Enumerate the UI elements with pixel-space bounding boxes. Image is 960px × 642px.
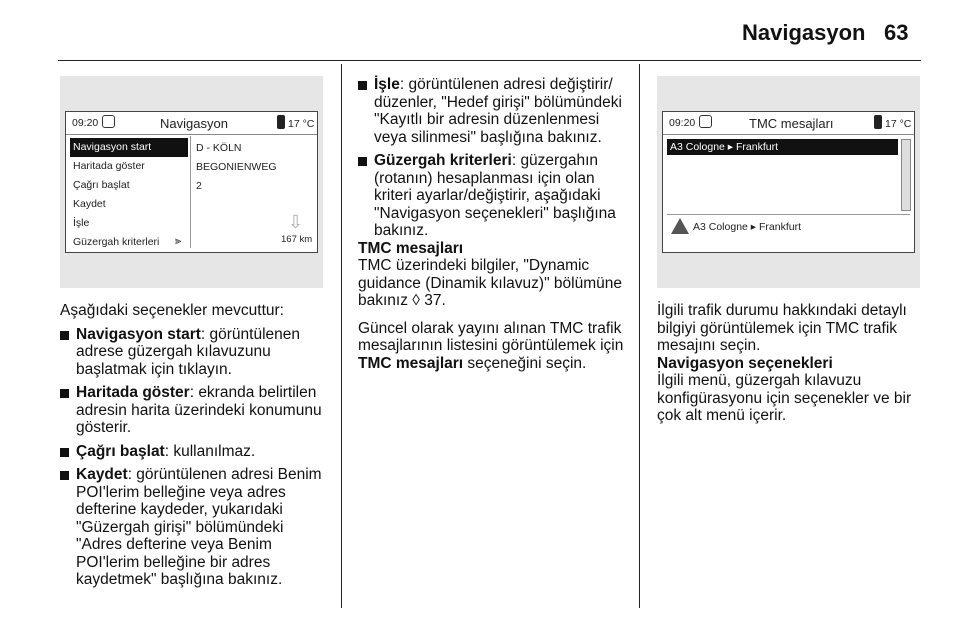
clock-time: 09:20 [72, 117, 99, 129]
destination-city: D - KÖLN [196, 142, 242, 154]
tmc-message-detail: A3 Cologne ▸ Frankfurt [693, 221, 801, 233]
navigation-screen [65, 111, 318, 253]
header-rule [58, 60, 921, 61]
option-term: Kaydet [76, 466, 128, 483]
tmc-list-text [358, 320, 628, 373]
tmc-divider [667, 214, 910, 215]
option-term: Çağrı başlat [76, 442, 165, 460]
option-item [60, 466, 330, 589]
option-item [60, 326, 330, 379]
navigation-screen-panel [60, 76, 323, 288]
temperature: 17 °C [288, 118, 315, 130]
tmc-list-text-post: seçeneğini seçin. [463, 354, 587, 372]
temperature: 17 °C [885, 118, 912, 130]
page-number: 63 [884, 20, 909, 45]
option-term: Güzergah kriterleri [374, 152, 512, 169]
column-2 [358, 76, 628, 372]
column-1 [60, 302, 330, 589]
menu-divider [190, 136, 191, 248]
tmc-detail-intro: İlgili trafik durumu hakkındaki detaylı bilgiyi görüntülemek için TMC trafik mesajını seçin. [657, 302, 907, 354]
tmc-message-selected[interactable]: A3 Cologne ▸ Frankfurt [667, 139, 898, 155]
screen-status-bar [66, 112, 317, 135]
scrollbar[interactable] [901, 139, 911, 211]
menu-item-guzergah-kriterleri[interactable]: Güzergah kriterleri [73, 236, 160, 248]
column-3 [657, 302, 927, 425]
column-divider-2 [639, 64, 640, 608]
option-term: Haritada göster [76, 384, 190, 401]
distance: 167 km [281, 234, 313, 245]
clock-icon [699, 115, 712, 128]
menu-item-isle[interactable]: İşle [73, 217, 90, 229]
section-title-navigation-options: Navigasyon seçenekleri [657, 354, 833, 372]
tmc-screen-panel [657, 76, 920, 288]
tmc-list-text-pre: Güncel olarak yayını alınan TMC trafik mesajlarının listesini görüntülemek için [358, 319, 624, 354]
clock-time: 09:20 [669, 117, 696, 129]
menu-item-cagri-baslat[interactable]: Çağrı başlat [73, 179, 130, 191]
options-intro: Aşağıdaki seçenekler mevcuttur: [60, 302, 284, 319]
destination-street: BEGONIENWEG [196, 161, 277, 173]
destination-number: 2 [196, 180, 202, 192]
screen-status-bar [663, 112, 914, 135]
option-term: İşle [374, 76, 400, 93]
option-text: : görüntülenen adresi değiştirir/ düzenler, "Hedef girişi" bölümündeki "Kayıtlı bir adresin düzenlenmesi veya silinmesi" başlığına bakınız. [374, 76, 622, 146]
tmc-list-term: TMC mesajları [358, 354, 464, 372]
column-divider-1 [341, 64, 342, 608]
menu-item-haritada-goster[interactable]: Haritada göster [73, 160, 145, 172]
page-header-title: Navigasyon [742, 20, 866, 45]
option-text: : ekranda belirtilen adresin harita üzerindeki konumunu gösterir. [76, 384, 322, 436]
option-text: : kullanılmaz. [164, 442, 256, 460]
down-arrow-icon: ⇩ [288, 212, 304, 232]
traffic-warning-icon [671, 218, 689, 234]
menu-item-navigasyon-start[interactable]: Navigasyon start [70, 138, 188, 157]
tmc-info-text: TMC üzerindeki bilgiler, "Dynamic guidance (Dinamik kılavuz)" bölümüne bakınız ◊ 37. [358, 257, 622, 309]
thermometer-icon [874, 115, 882, 129]
nav-menu [70, 138, 188, 252]
screen-title: TMC mesajları [749, 116, 834, 131]
menu-item-kaydet[interactable]: Kaydet [73, 198, 106, 210]
clock-icon [102, 115, 115, 128]
submenu-arrow-icon: ⫸ [175, 235, 182, 247]
option-item [60, 443, 330, 461]
navigation-options-text: İlgili menü, güzergah kılavuzu konfigürasyonu için seçenekler ve bir çok alt menü içerir. [657, 372, 912, 424]
section-title-tmc: TMC mesajları [358, 239, 464, 257]
option-term: Navigasyon start [76, 325, 201, 343]
option-item [358, 152, 628, 240]
option-item [60, 384, 330, 437]
screen-title: Navigasyon [160, 116, 228, 131]
option-text: : güzergahın (rotanın) hesaplanması için olan kriteri ayarlar/değiştirir, aşağıdaki "Navigasyon seçenekleri" başlığına bakınız. [374, 152, 616, 239]
option-item [358, 76, 628, 146]
tmc-screen [662, 111, 915, 253]
option-text: : görüntülenen adrese güzergah kılavuzunu başlatmak için tıklayın. [76, 325, 301, 378]
option-text: : görüntülenen adresi Benim POI'lerim belleğine veya adres defterine kaydeder, yukarıdaki "Güzergah girişi" bölümündeki "Adres defterine veya Benim POI'lerim belleğine bir adres kaydetmek" başlığına bakınız. [76, 466, 322, 588]
thermometer-icon [277, 115, 285, 129]
